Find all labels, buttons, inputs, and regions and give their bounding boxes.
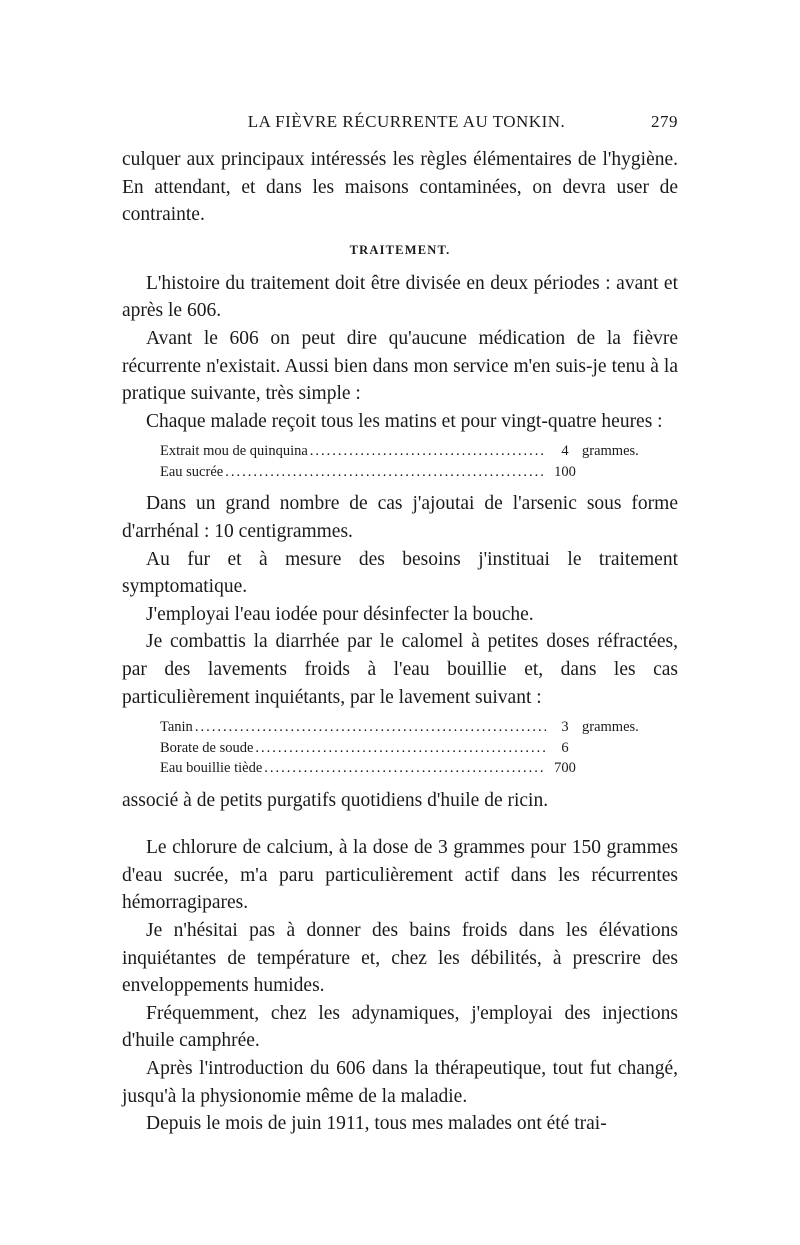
ingredient-name: Extrait mou de quinquina — [160, 443, 308, 460]
section-title: TRAITEMENT. — [349, 242, 451, 257]
leader-dots — [225, 462, 546, 483]
paragraph: Je combattis la diarrhée par le calomel à petites doses réfractées, par des lavements froids à l'eau bouillie et, dans les cas particulièrement inquiétants, par le lavement suivant : — [122, 631, 678, 708]
ingredient-unit: grammes. — [582, 719, 639, 736]
prescription-row — [160, 758, 678, 779]
ingredient-quantity: 100 — [554, 463, 576, 480]
prescription-row — [160, 462, 678, 483]
leader-dots — [264, 758, 546, 779]
running-title: LA FIÈVRE RÉCURRENTE AU TONKIN. — [247, 112, 566, 131]
paragraph: Au fur et à mesure des besoins j'instituai le traitement symptomatique. — [122, 548, 678, 598]
ingredient-unit: grammes. — [582, 443, 639, 460]
book-page — [122, 112, 678, 1138]
ingredient-quantity: 4 — [561, 443, 569, 460]
prescription-row — [160, 717, 678, 738]
paragraph: Dans un grand nombre de cas j'ajoutai de l'arsenic sous forme d'arrhénal : 10 centigrammes. — [122, 493, 678, 542]
page-number: 279 — [651, 112, 678, 131]
leader-dots — [255, 738, 546, 759]
running-header — [122, 112, 678, 146]
ingredient-name: Tanin — [160, 719, 193, 736]
paragraph: Je n'hésitai pas à donner des bains froids dans les élévations inquiétantes de température et, chez les débilités, à prescrire des enveloppements humides. — [122, 919, 678, 997]
prescription-table-2 — [160, 717, 678, 779]
paragraph-gap — [122, 814, 678, 834]
prescription-row — [160, 738, 678, 759]
paragraph: Fréquemment, chez les adynamiques, j'employai des injections d'huile camphrée. — [122, 1002, 678, 1052]
paragraph: Depuis le mois de juin 1911, tous mes malades ont été trai- — [146, 1113, 607, 1135]
paragraph: J'employai l'eau iodée pour désinfecter la bouche. — [146, 603, 534, 625]
paragraph: Avant le 606 on peut dire qu'aucune médication de la fièvre récurrente n'existait. Aussi bien dans mon service m'en suis-je tenu à la pratique suivante, très simple : — [122, 327, 678, 405]
prescription-table-1 — [160, 441, 678, 482]
paragraph: Après l'introduction du 606 dans la thérapeutique, tout fut changé, jusqu'à la physionomie même de la maladie. — [122, 1057, 678, 1107]
paragraph: Chaque malade reçoit tous les matins et pour vingt-quatre heures : — [146, 410, 663, 432]
paragraph-continued: culquer aux principaux intéressés les règles élémentaires de l'hygiène. En attendant, et dans les maisons contaminées, on devra user de contrainte. — [122, 149, 678, 226]
leader-dots — [310, 441, 546, 462]
paragraph: Le chlorure de calcium, à la dose de 3 grammes pour 150 grammes d'eau sucrée, m'a paru particulièrement actif dans les récurrentes hémorragipares. — [122, 837, 678, 914]
ingredient-name: Eau bouillie tiède — [160, 760, 263, 777]
ingredient-quantity: 3 — [561, 719, 569, 736]
paragraph-after-recipe: associé à de petits purgatifs quotidiens d'huile de ricin. — [122, 789, 549, 811]
prescription-row — [160, 441, 678, 462]
leader-dots — [195, 717, 546, 738]
ingredient-name: Eau sucrée — [160, 463, 224, 480]
paragraph: L'histoire du traitement doit être divisée en deux périodes : avant et après le 606. — [122, 272, 678, 322]
ingredient-quantity: 700 — [554, 760, 576, 777]
ingredient-name: Borate de soude — [160, 739, 254, 756]
ingredient-quantity: 6 — [561, 739, 569, 756]
